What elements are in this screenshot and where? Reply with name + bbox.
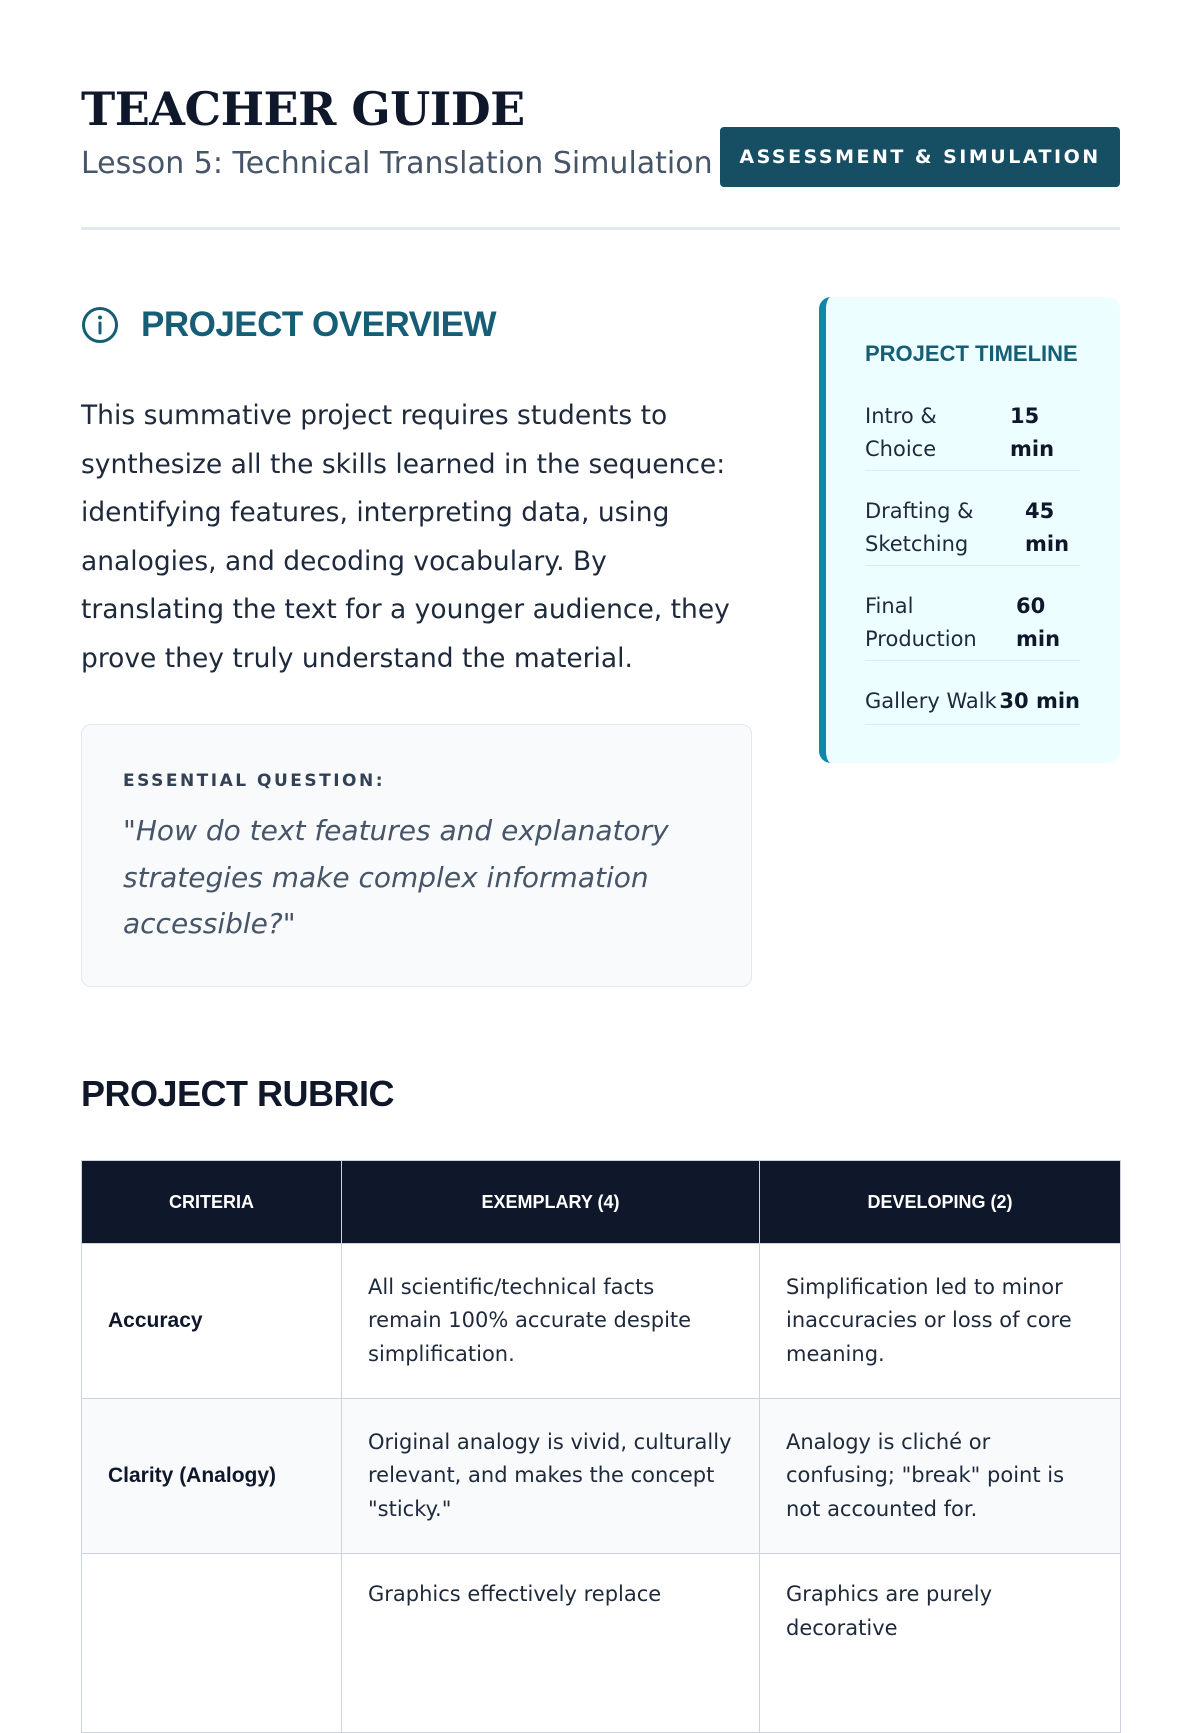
exemplary-cell: All scientific/technical facts remain 100% accurate despite simplification. [342,1244,760,1399]
lesson-subtitle: Lesson 5: Technical Translation Simulation [81,146,713,181]
timeline-duration: 30 min [999,689,1080,713]
developing-cell: Graphics are purely decorative [760,1554,1121,1733]
timeline-activity: Final Production [865,594,977,651]
timeline-activity: Drafting & Sketching [865,499,974,556]
developing-cell: Simplification led to minor inaccuracies or loss of core meaning. [760,1244,1121,1399]
table-row [82,1554,1121,1733]
criteria-cell [82,1554,342,1733]
timeline-row [865,587,1080,661]
timeline-activity: Intro & Choice [865,404,937,461]
developing-cell: Analogy is cliché or confusing; "break" point is not accounted for. [760,1399,1121,1554]
exemplary-cell: Original analogy is vivid, culturally relevant, and makes the concept "sticky." [342,1399,760,1554]
column-header-criteria: CRITERIA [82,1161,342,1244]
column-header-developing: DEVELOPING (2) [760,1161,1121,1244]
assessment-badge: ASSESSMENT & SIMULATION [720,127,1120,187]
page-header [81,0,1120,230]
timeline-row [865,492,1080,566]
essential-question-box [81,724,752,987]
timeline-row [865,683,1080,725]
timeline-row [865,397,1080,471]
table-row [82,1399,1121,1554]
project-overview-heading [81,300,496,350]
overview-paragraph: This summative project requires students to synthesize all the skills learned in the sequence: identifying features, interpreting data, using analogies, and decoding vocabulary. By translating the text for a younger audience, they prove they truly understand the material. [81,400,730,674]
rubric-title: PROJECT RUBRIC [81,1073,395,1114]
exemplary-cell: Graphics effectively replace [342,1554,760,1733]
essential-question-text: "How do text features and explanatory strategies make complex information accessible?" [123,814,669,940]
criteria-cell: Clarity (Analogy) [82,1399,342,1554]
project-timeline-card [819,297,1120,763]
timeline-duration: 45 min [1025,499,1070,556]
timeline-duration: 60 min [1016,594,1061,651]
essential-question-label: ESSENTIAL QUESTION: [123,771,386,791]
info-icon [81,306,119,344]
teacher-guide-page [81,0,1120,1640]
rubric-header-row [82,1161,1121,1244]
column-header-exemplary: EXEMPLARY (4) [342,1161,760,1244]
timeline-activity: Gallery Walk [865,689,997,713]
timeline-title: PROJECT TIMELINE [865,341,1078,366]
criteria-cell: Accuracy [82,1244,342,1399]
section-title: PROJECT OVERVIEW [141,305,497,344]
table-row [82,1244,1121,1399]
page-title: TEACHER GUIDE [81,82,525,136]
rubric-table [81,1160,1121,1733]
timeline-duration: 15 min [1010,404,1055,461]
